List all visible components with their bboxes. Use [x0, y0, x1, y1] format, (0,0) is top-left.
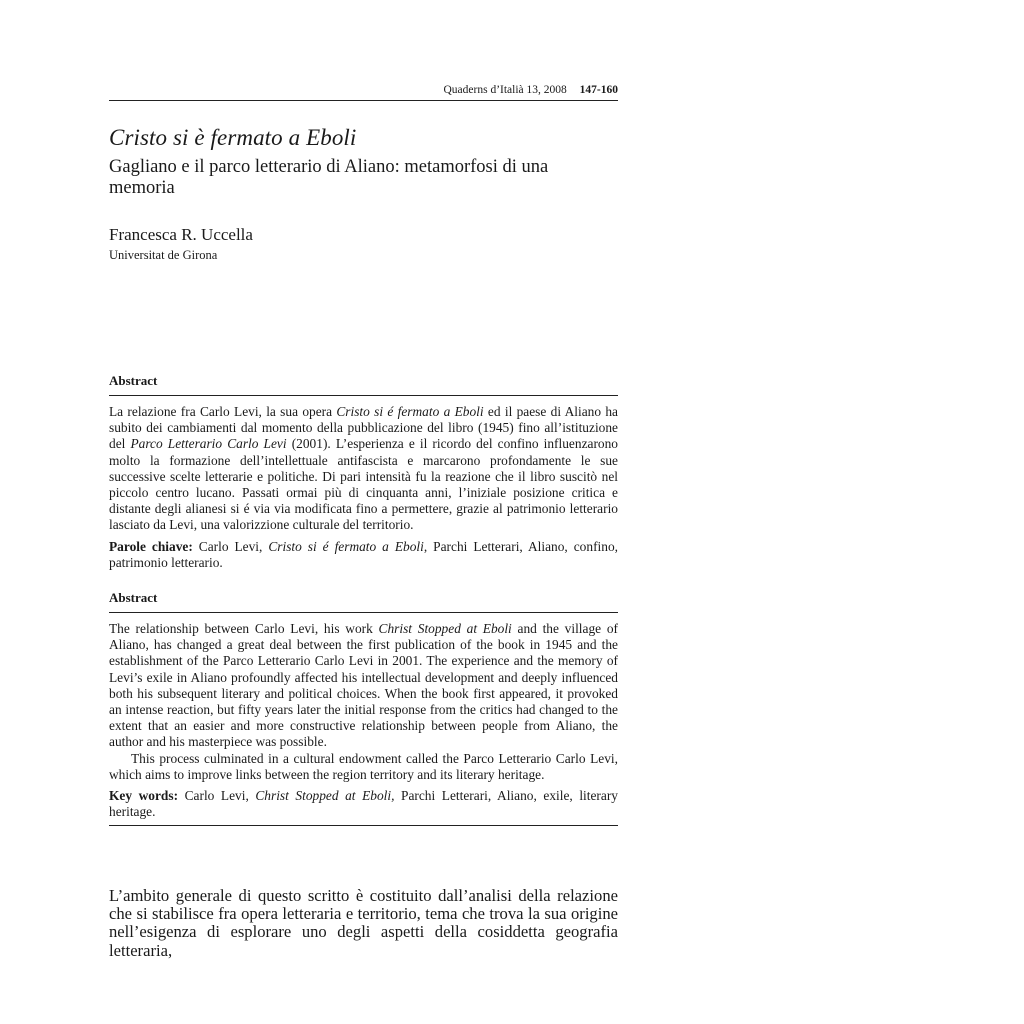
abstract-it	[109, 404, 618, 571]
opening-paragraph: L’ambito generale di questo scritto è costituito dall’analisi della relazione che si stabilisce fra opera letteraria e territorio, tema che trova la sua origine nell’esigenza di esplorare uno degli aspetti della cosiddetta geografia letteraria,	[109, 886, 618, 960]
journal-citation: Quaderns d’Italià 13, 2008	[443, 84, 567, 96]
abstract-end-rule	[109, 825, 618, 826]
abstract-en-heading: Abstract	[109, 590, 158, 605]
abstract-en-paragraph-2: This process culminated in a cultural endowment called the Parco Letterario Carlo Levi, which aims to improve links between the region territory and its literary heritage.	[109, 750, 618, 782]
body-text	[109, 887, 618, 960]
article-title: Cristo si è fermato a Eboli	[109, 125, 357, 150]
abstract-it-keywords: Parole chiave: Carlo Levi, Cristo si é fermato a Eboli, Parchi Letterari, Aliano, confino, patrimonio letterario.	[109, 538, 618, 570]
abstract-en-rule	[109, 612, 618, 613]
author-name: Francesca R. Uccella	[109, 225, 253, 244]
running-head	[109, 84, 618, 96]
article-subtitle: Gagliano e il parco letterario di Aliano: metamorfosi di una memoria	[109, 157, 549, 198]
author-affiliation: Universitat de Girona	[109, 248, 218, 262]
abstract-it-text: La relazione fra Carlo Levi, la sua opera Cristo si é fermato a Eboli ed il paese di Aliano ha subito dei cambiamenti dal momento della pubblicazione del libro (1945) fino all’istituzione del Parco Letterario Carlo Levi (2001). L’esperienza e il ricordo del confino influenzarono molto la formazione dell’intellettuale antifascista e marcarono profondamente le sue successive scelte letterarie e politiche. Di pari intensità fu la reazione che il libro suscitò nel piccolo centro lucano. Passati ormai più di cinquanta anni, l’iniziale posizione critica e distante degli alianesi si é via via modificata fino a permettere, grazie al patrimonio letterario lasciato da Levi, una valorizzione culturale del territorio.	[109, 404, 619, 533]
header-rule	[109, 100, 618, 101]
page-range: 147-160	[579, 84, 618, 96]
abstract-en-keywords: Key words: Carlo Levi, Christ Stopped at Eboli, Parchi Letterari, Aliano, exile, literary heritage.	[109, 788, 618, 820]
abstract-en-text: The relationship between Carlo Levi, his work Christ Stopped at Eboli and the village of Aliano, has changed a great deal between the first publication of the book in 1945 and the establishment of the Parco Letterario Carlo Levi in 2001. The experience and the memory of Levi’s exile in Aliano profoundly affected his intellectual development and deeply influenced both his subsequent literary and political choices. When the book first appeared, it provoked an intense reaction, but fifty years later the initial response from the critics had changed to the extent that an easier and more constructive relationship between people from Aliano, the author and his masterpiece was possible.	[109, 621, 618, 750]
abstract-it-heading: Abstract	[109, 373, 158, 388]
article-page	[109, 0, 618, 1024]
abstract-en	[109, 621, 618, 820]
abstract-it-rule	[109, 395, 618, 396]
